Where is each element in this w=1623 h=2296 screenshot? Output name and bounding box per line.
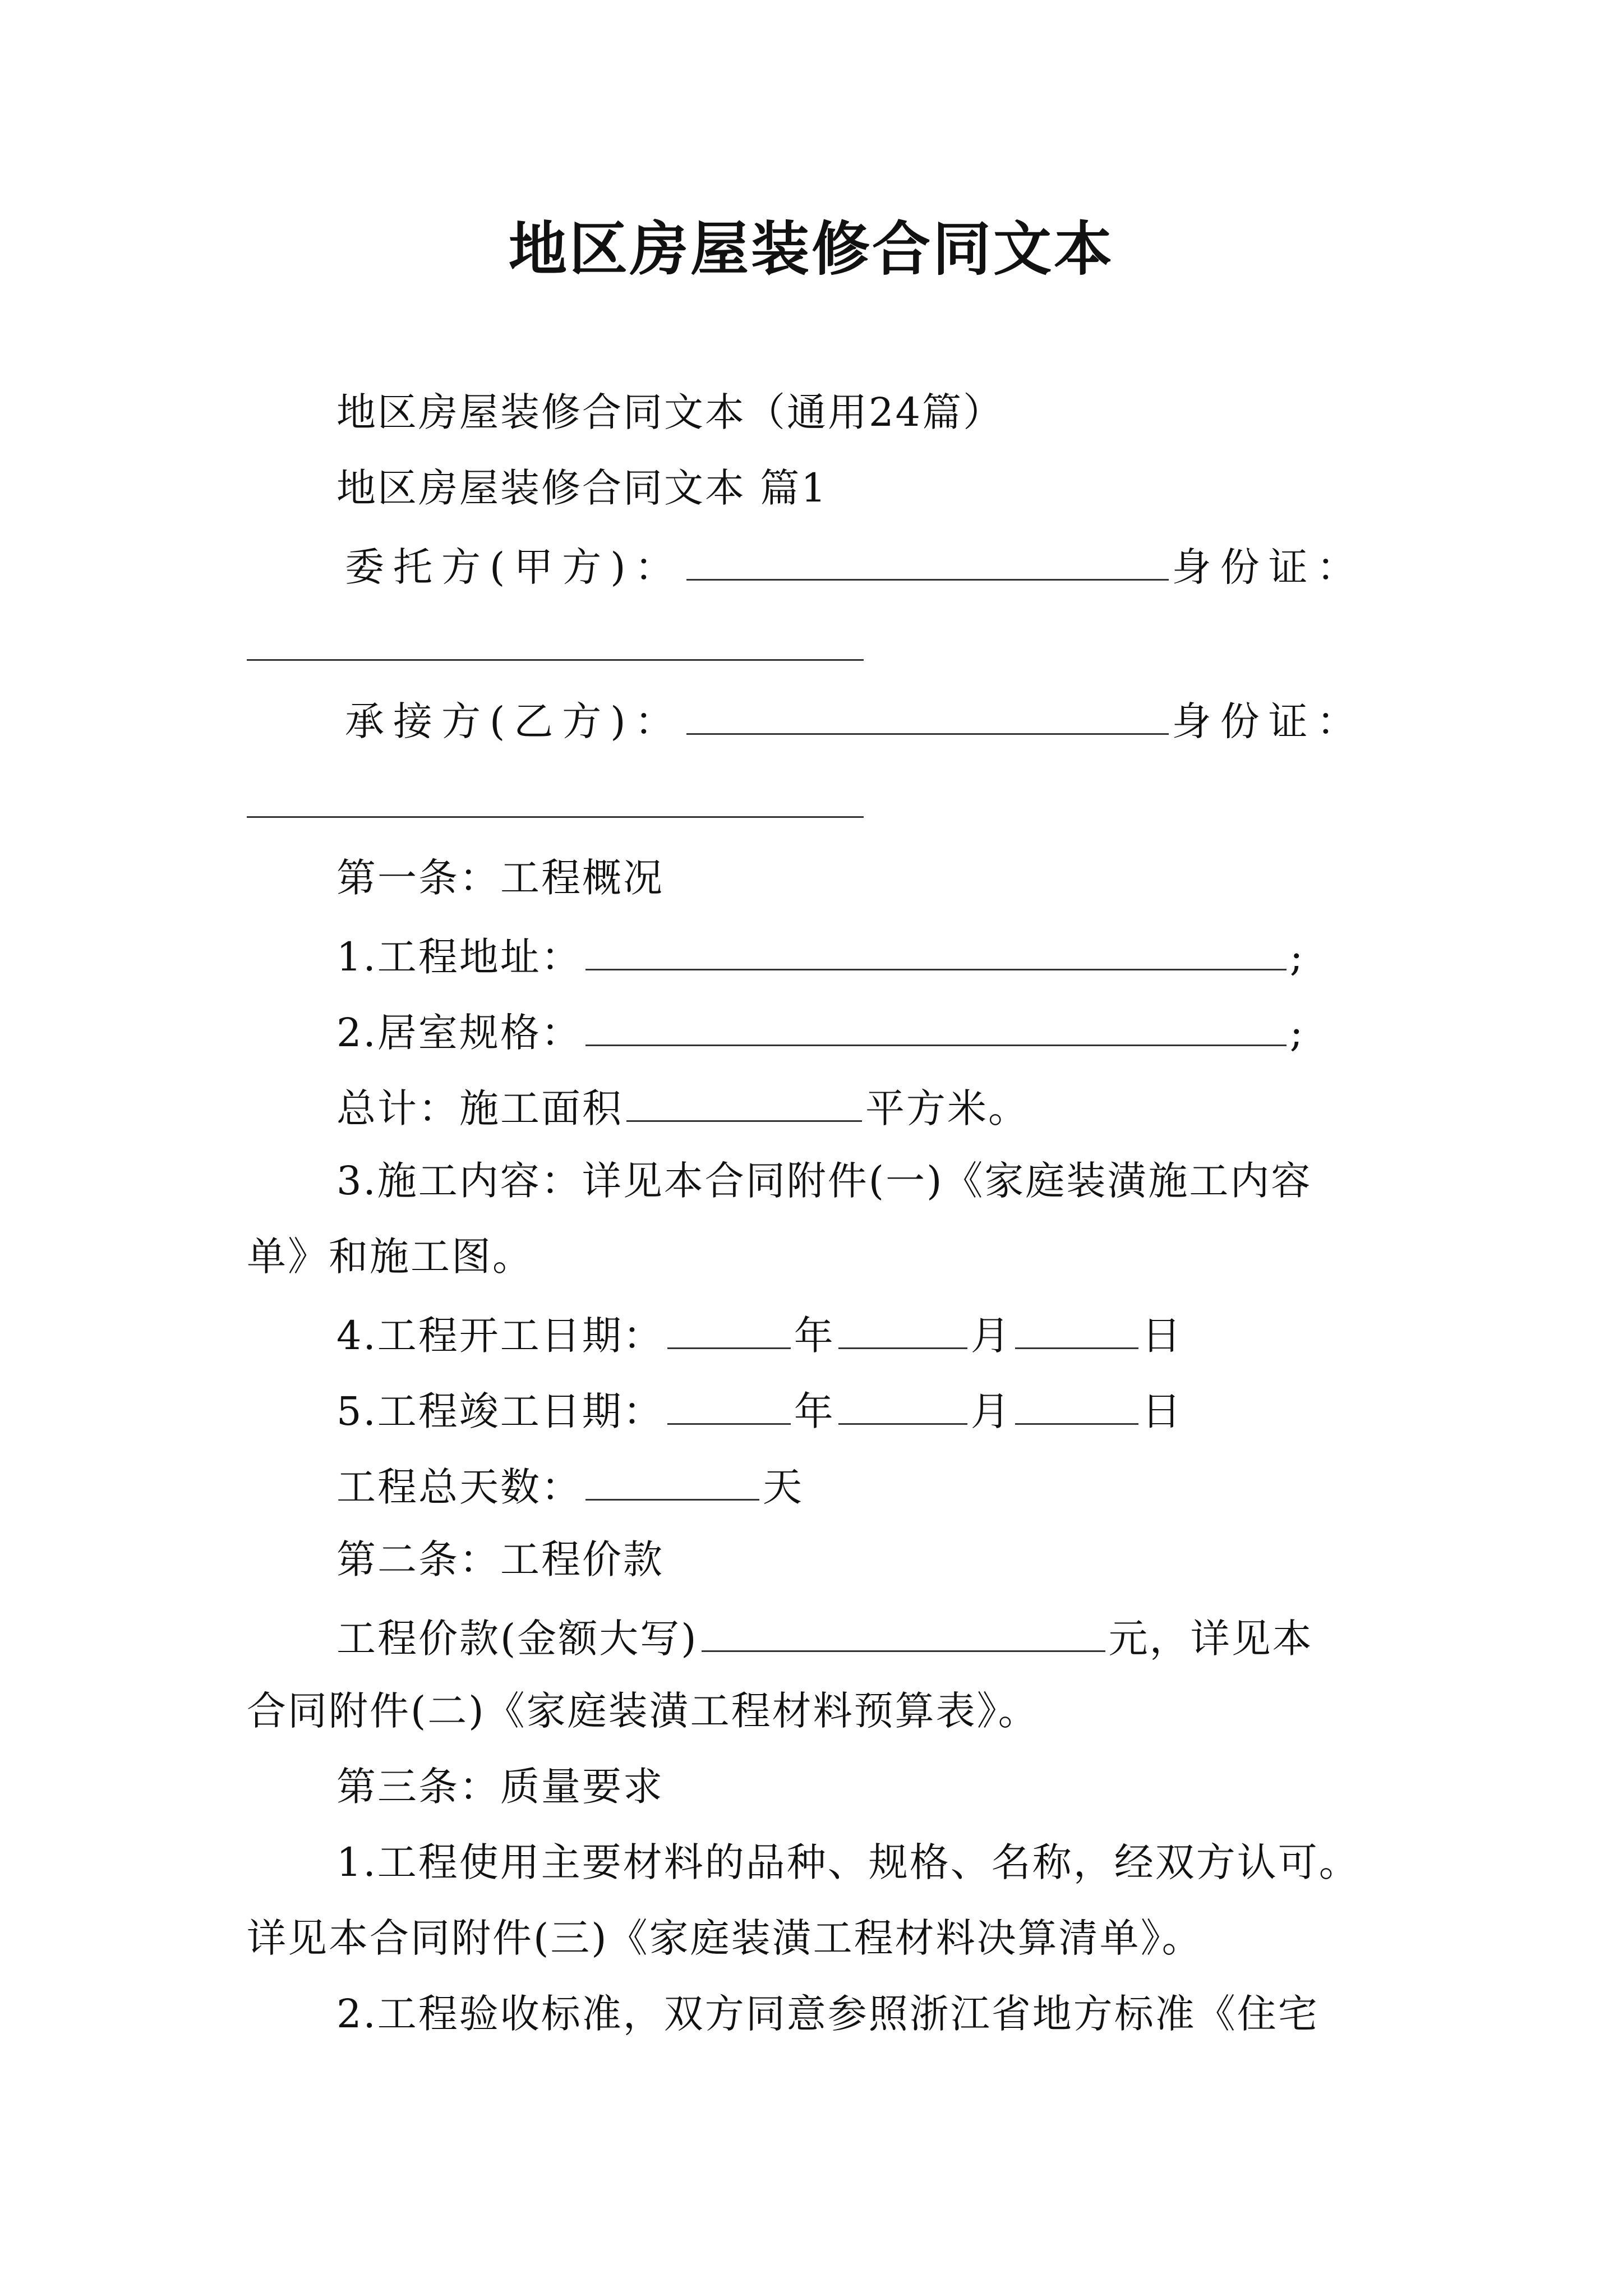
- article-1-title: 第一条：工程概况: [336, 855, 664, 901]
- item-1-label: 1.工程地址：: [336, 934, 582, 980]
- item-4-label: 4.工程开工日期：: [336, 1313, 664, 1359]
- end-month-blank[interactable]: [838, 1388, 967, 1425]
- room-spec-blank[interactable]: [585, 1010, 1287, 1046]
- item-3-line-1: 3.施工内容：详见本合同附件(一)《家庭装潢施工内容: [336, 1158, 1312, 1204]
- party-a-id-blank[interactable]: [247, 659, 864, 661]
- party-a-blank[interactable]: [686, 544, 1169, 581]
- price-suffix: 元，详见本: [1108, 1616, 1313, 1662]
- party-a-label: 委托方(甲方)：: [345, 544, 683, 590]
- end-day-blank[interactable]: [1015, 1388, 1138, 1425]
- end-month-label: 月: [970, 1388, 1012, 1434]
- days-unit: 天: [763, 1464, 804, 1510]
- start-year-label: 年: [794, 1313, 835, 1359]
- item-3-line-2: 单》和施工图。: [247, 1234, 533, 1280]
- quality-1-line-2: 详见本合同附件(三)《家庭装潢工程材料决算清单》。: [247, 1915, 1203, 1961]
- item-5-row: [336, 1388, 1183, 1434]
- price-blank[interactable]: [702, 1616, 1105, 1652]
- start-day-blank[interactable]: [1015, 1313, 1138, 1349]
- total-days-label: 工程总天数：: [336, 1464, 582, 1510]
- party-b-id-blank[interactable]: [247, 816, 864, 818]
- item-1-row: [336, 934, 1305, 980]
- start-year-blank[interactable]: [667, 1313, 791, 1349]
- start-month-blank[interactable]: [838, 1313, 967, 1349]
- area-blank[interactable]: [626, 1085, 862, 1122]
- item-4-row: [336, 1313, 1183, 1359]
- quality-2-line-1: 2.工程验收标准，双方同意参照浙江省地方标准《住宅: [336, 1991, 1319, 2037]
- price-line-2: 合同附件(二)《家庭装潢工程材料预算表》。: [247, 1688, 1039, 1734]
- area-suffix: 平方米。: [865, 1085, 1029, 1131]
- total-days-blank[interactable]: [585, 1464, 759, 1501]
- end-year-label: 年: [794, 1388, 835, 1434]
- price-row: [336, 1616, 1313, 1662]
- article-3-title: 第三条：质量要求: [336, 1764, 664, 1810]
- total-days-row: [336, 1464, 804, 1510]
- document-title: 地区房屋装修合同文本: [508, 214, 1114, 283]
- end-year-blank[interactable]: [667, 1388, 791, 1425]
- start-month-label: 月: [970, 1313, 1012, 1359]
- area-row: [336, 1085, 1029, 1131]
- item-2-row: [336, 1010, 1305, 1056]
- item-2-label: 2.居室规格：: [336, 1010, 582, 1056]
- party-b-label: 承接方(乙方)：: [345, 698, 683, 744]
- price-prefix: 工程价款(金额大写): [336, 1616, 698, 1662]
- section-heading: 地区房屋装修合同文本 篇1: [336, 465, 828, 511]
- end-day-label: 日: [1141, 1388, 1183, 1434]
- item-1-semicolon: ;: [1289, 934, 1305, 980]
- party-a-id-label: 身份证：: [1172, 544, 1365, 590]
- party-b-blank[interactable]: [686, 698, 1169, 735]
- quality-1-line-1: 1.工程使用主要材料的品种、规格、名称，经双方认可。: [336, 1839, 1360, 1885]
- area-prefix: 总计：施工面积: [336, 1085, 623, 1131]
- party-b-id-label: 身份证：: [1172, 698, 1365, 744]
- document-subtitle: 地区房屋装修合同文本（通用24篇）: [336, 389, 1004, 435]
- party-a-row: [345, 544, 1365, 590]
- item-2-semicolon: ;: [1289, 1010, 1305, 1056]
- address-blank[interactable]: [585, 934, 1287, 970]
- item-5-label: 5.工程竣工日期：: [336, 1388, 664, 1434]
- party-b-row: [345, 698, 1365, 744]
- article-2-title: 第二条：工程价款: [336, 1536, 664, 1582]
- start-day-label: 日: [1141, 1313, 1183, 1359]
